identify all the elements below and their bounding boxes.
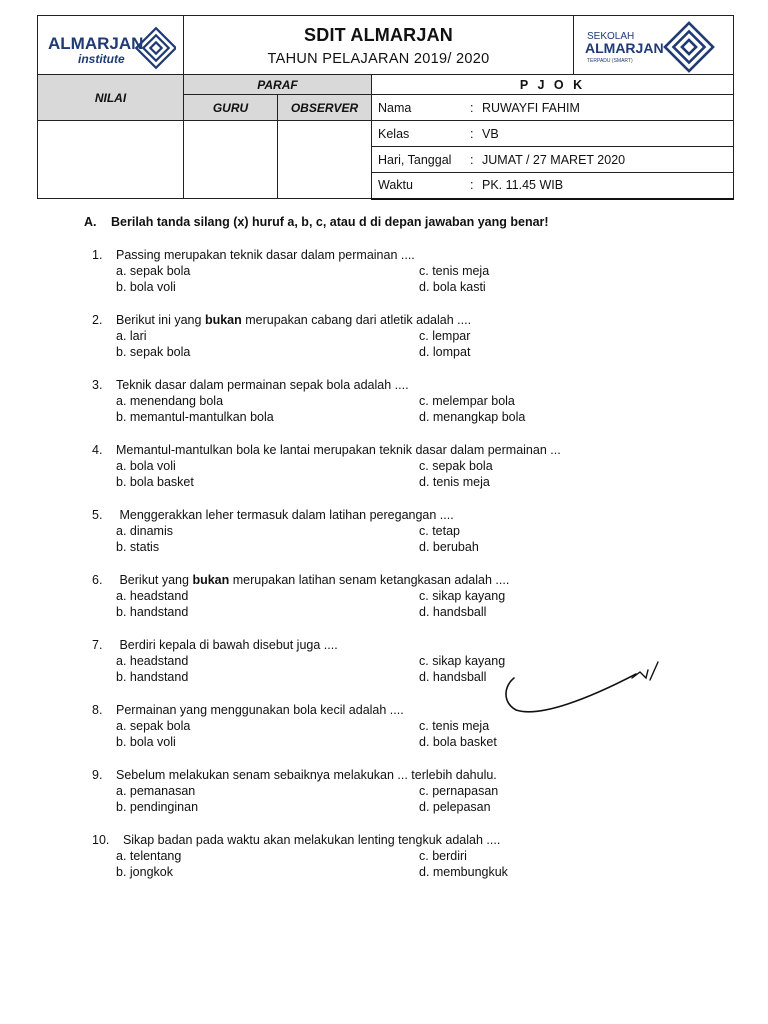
option-c[interactable]: c. tetap	[419, 524, 460, 538]
field-label: Kelas	[378, 126, 410, 141]
answer-options	[84, 523, 724, 555]
question-list	[84, 247, 724, 880]
question-number: 8.	[92, 703, 103, 717]
question-stem	[84, 312, 724, 328]
guru-sign-box	[184, 121, 278, 199]
question-stem	[84, 767, 724, 783]
question-stem	[84, 832, 724, 848]
answer-options	[84, 718, 724, 750]
paraf-label: PARAF	[184, 75, 372, 95]
option-b[interactable]: b. sepak bola	[116, 345, 191, 359]
option-c[interactable]: c. melempar bola	[419, 394, 515, 408]
subject-label: P J O K	[372, 75, 734, 95]
question-number: 9.	[92, 768, 103, 782]
handwritten-signature	[500, 658, 670, 718]
question-text-part: Berdiri kepala di bawah disebut juga ....	[116, 638, 338, 652]
option-a[interactable]: a. dinamis	[116, 524, 173, 538]
field-value: VB	[482, 126, 499, 141]
question-number: 1.	[92, 248, 103, 262]
question-item	[84, 377, 724, 425]
answer-options	[84, 263, 724, 295]
option-d[interactable]: d. berubah	[419, 540, 479, 554]
logo-left-sub: institute	[78, 52, 125, 66]
answer-options	[84, 848, 724, 880]
question-text	[116, 637, 338, 653]
option-d[interactable]: d. bola kasti	[419, 280, 486, 294]
option-a[interactable]: a. headstand	[116, 654, 189, 668]
field-hari-tanggal: Hari, Tanggal : JUMAT / 27 MARET 2020	[372, 147, 734, 173]
option-a[interactable]: a. sepak bola	[116, 264, 191, 278]
field-value: PK. 11.45 WIB	[482, 178, 564, 193]
section-instruction	[84, 214, 724, 230]
question-stem	[84, 507, 724, 523]
question-stem	[84, 572, 724, 588]
question-text	[116, 572, 509, 588]
right-logo-cell	[574, 16, 734, 75]
option-b[interactable]: b. bola voli	[116, 735, 176, 749]
field-waktu: Waktu : PK. 11.45 WIB	[372, 173, 734, 199]
logo-right-brand: ALMARJAN	[585, 40, 664, 56]
logo-left-brand: ALMARJAN	[48, 34, 144, 53]
question-number: 4.	[92, 443, 103, 457]
field-value: RUWAYFI FAHIM	[482, 100, 580, 115]
question-text-part: merupakan cabang dari atletik adalah ....	[241, 313, 472, 327]
option-b[interactable]: b. statis	[116, 540, 160, 554]
nilai-label: NILAI	[38, 75, 184, 121]
question-text-part: Permainan yang menggunakan bola kecil adalah ....	[116, 703, 404, 717]
question-item	[84, 442, 724, 490]
option-b[interactable]: b. jongkok	[116, 865, 173, 879]
question-item	[84, 507, 724, 555]
option-b[interactable]: b. memantul-mantulkan bola	[116, 410, 274, 424]
option-d[interactable]: d. lompat	[419, 345, 471, 359]
question-text	[116, 832, 500, 848]
question-item	[84, 247, 724, 295]
option-a[interactable]: a. sepak bola	[116, 719, 191, 733]
logo-right-sub: TERPADU (SMART)	[587, 58, 633, 64]
question-item	[84, 767, 724, 815]
question-item	[84, 572, 724, 620]
question-text-part: Sikap badan pada waktu akan melakukan lenting tengkuk adalah ....	[116, 833, 501, 847]
guru-label: GURU	[184, 95, 278, 121]
answer-options	[84, 783, 724, 815]
option-a[interactable]: a. headstand	[116, 589, 189, 603]
question-text-part: Passing merupakan teknik dasar dalam permainan ....	[116, 248, 415, 262]
question-stem	[84, 377, 724, 393]
option-d[interactable]: d. tenis meja	[419, 475, 490, 489]
answer-options	[84, 588, 724, 620]
answer-options	[84, 458, 724, 490]
question-text-part: Berikut ini yang	[116, 313, 205, 327]
option-d[interactable]: d. handsball	[419, 605, 487, 619]
question-item	[84, 832, 724, 880]
school-title: SDIT ALMARJAN	[304, 25, 453, 45]
observer-sign-box	[278, 121, 372, 199]
question-stem	[84, 637, 724, 653]
sekolah-almarjan-logo	[583, 20, 721, 74]
question-emphasis: bukan	[192, 573, 230, 587]
option-d[interactable]: d. handsball	[419, 670, 487, 684]
left-logo-cell	[38, 16, 184, 75]
option-a[interactable]: a. telentang	[116, 849, 182, 863]
question-number: 7.	[92, 638, 103, 652]
question-text-part: merupakan latihan senam ketangkasan adalah ....	[229, 573, 510, 587]
question-stem	[84, 442, 724, 458]
option-b[interactable]: b. handstand	[116, 670, 189, 684]
instruction-text: Berilah tanda silang (x) huruf a, b, c, atau d di depan jawaban yang benar!	[111, 215, 549, 229]
question-emphasis: bukan	[204, 313, 242, 327]
option-b[interactable]: b. handstand	[116, 605, 189, 619]
option-a[interactable]: a. pemanasan	[116, 784, 196, 798]
question-number: 5.	[92, 508, 103, 522]
question-text-part: Berikut yang	[116, 573, 193, 587]
field-label: Nama	[378, 100, 412, 115]
option-d[interactable]: d. menangkap bola	[419, 410, 526, 424]
question-text	[116, 247, 415, 263]
question-text	[116, 507, 454, 523]
question-text-part: Teknik dasar dalam permainan sepak bola adalah ....	[116, 378, 409, 392]
almarjan-institute-logo	[48, 26, 176, 72]
option-a[interactable]: a. menendang bola	[116, 394, 224, 408]
question-text	[116, 767, 497, 783]
question-text-part: Memantul-mantulkan bola ke lantai merupakan teknik dasar dalam permainan ...	[116, 443, 561, 457]
option-c[interactable]: c. sepak bola	[419, 459, 493, 473]
section-letter: A.	[84, 215, 97, 229]
question-number: 2.	[92, 313, 103, 327]
school-title-cell	[184, 16, 574, 75]
option-c[interactable]: c. sikap kayang	[419, 589, 506, 603]
question-text-part: Sebelum melakukan senam sebaiknya melakukan ... terlebih dahulu.	[116, 768, 497, 782]
field-label: Hari, Tanggal	[378, 152, 452, 167]
question-number: 3.	[92, 378, 103, 392]
option-b[interactable]: b. bola basket	[116, 475, 194, 489]
option-b[interactable]: b. pendinginan	[116, 800, 199, 814]
question-text-part: Menggerakkan leher termasuk dalam latihan peregangan ....	[116, 508, 454, 522]
option-c[interactable]: c. tenis meja	[419, 264, 490, 278]
option-b[interactable]: b. bola voli	[116, 280, 176, 294]
field-nama: Nama : RUWAYFI FAHIM	[372, 95, 734, 121]
option-d[interactable]: d. pelepasan	[419, 800, 491, 814]
option-c[interactable]: c. tenis meja	[419, 719, 490, 733]
question-stem	[84, 247, 724, 263]
answer-options	[84, 328, 724, 360]
field-kelas: Kelas : VB	[372, 121, 734, 147]
question-text	[116, 442, 561, 458]
logo-right-pre: SEKOLAH	[587, 31, 635, 42]
exam-content	[84, 214, 724, 897]
option-c[interactable]: c. sikap kayang	[419, 654, 506, 668]
observer-label: OBSERVER	[278, 95, 372, 121]
option-c[interactable]: c. berdiri	[419, 849, 467, 863]
option-d[interactable]: d. membungkuk	[419, 865, 508, 879]
option-a[interactable]: a. bola voli	[116, 459, 176, 473]
question-text	[116, 702, 404, 718]
question-number: 10.	[92, 833, 110, 847]
option-c[interactable]: c. lempar	[419, 329, 471, 343]
nilai-box	[38, 121, 184, 199]
option-a[interactable]: a. lari	[116, 329, 147, 343]
question-item	[84, 312, 724, 360]
answer-options	[84, 393, 724, 425]
option-d[interactable]: d. bola basket	[419, 735, 497, 749]
school-year: TAHUN PELAJARAN 2019/ 2020	[267, 51, 490, 67]
question-text	[116, 377, 409, 393]
field-value: JUMAT / 27 MARET 2020	[482, 152, 626, 167]
question-number: 6.	[92, 573, 103, 587]
exam-header-table	[37, 15, 734, 200]
option-c[interactable]: c. pernapasan	[419, 784, 499, 798]
question-text	[116, 312, 471, 328]
field-label: Waktu	[378, 178, 413, 193]
